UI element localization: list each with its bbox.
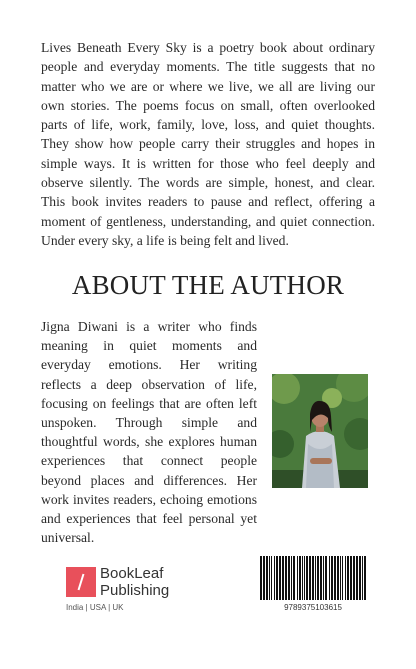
barcode-bar (320, 556, 322, 600)
barcode-bar (288, 556, 290, 600)
isbn-barcode (258, 556, 368, 600)
isbn-number: 9789375103615 (284, 603, 342, 612)
barcode-bar (282, 556, 284, 600)
barcode-bar (362, 556, 363, 600)
bookleaf-slash-icon (66, 567, 96, 597)
barcode-bar (266, 556, 268, 600)
barcode-bar (299, 556, 301, 600)
barcode-bar (302, 556, 303, 600)
barcode-bar (263, 556, 265, 600)
barcode-bar (279, 556, 281, 600)
barcode-bar (345, 556, 346, 600)
barcode-bar (337, 556, 339, 600)
author-bio: Jigna Diwani is a writer who finds meaning in quiet moments and everyday emotions. Her writing reflects a deep observation of life, focusing on feelings that are often left unspoken. Through simple and thoughtful words, she explores human experiences that connect people beyond places and differences. Her work invites readers, echoing emotions and experiences that feel personal yet universal. (41, 319, 257, 546)
barcode-bar (342, 556, 343, 600)
barcode-bar (304, 556, 305, 600)
book-description: Lives Beneath Every Sky is a poetry book about ordinary people and everyday moments. The title suggests that no matter who we are or where we live, we all are living our own stories. The poems focus on small, often overlooked parts of life, work, family, love, loss, and quiet thoughts. They show how people carry their struggles and hopes in simple ways. It is written for those who feel deeply and observe silently. The words are simple, honest, and clear. This book invites readers to pause and reflect, offering a moment of gentleness, understanding, and quiet connection. Under every sky, a life is being felt and lived. (41, 40, 375, 248)
barcode-bar (274, 556, 275, 600)
barcode-bar (340, 556, 341, 600)
barcode-bar (359, 556, 361, 600)
barcode-bar (353, 556, 355, 600)
barcode-bar (285, 556, 287, 600)
author-photo (272, 374, 368, 488)
barcode-bar (291, 556, 292, 600)
barcode-bar (309, 556, 311, 600)
barcode-bar (317, 556, 319, 600)
barcode-bar (331, 556, 333, 600)
barcode-bar (312, 556, 314, 600)
barcode-bar (293, 556, 295, 600)
about-author-heading: ABOUT THE AUTHOR (71, 270, 345, 300)
barcode-bar (350, 556, 352, 600)
barcode-bar (315, 556, 316, 600)
publisher-logo (66, 563, 169, 601)
barcode-bar (356, 556, 358, 600)
barcode-bar (329, 556, 330, 600)
publisher-name-line1: BookLeaf (100, 565, 164, 582)
barcode-bar (276, 556, 278, 600)
publisher-regions: India | USA | UK (66, 603, 124, 612)
barcode-bar (325, 556, 327, 600)
publisher-name-line2: Publishing (100, 582, 170, 599)
barcode-bar (297, 556, 298, 600)
barcode-bar (306, 556, 308, 600)
barcode-bar (364, 556, 366, 600)
barcode-bar (269, 556, 270, 600)
barcode-bar (260, 556, 262, 600)
barcode-bar (323, 556, 324, 600)
barcode-bar (334, 556, 336, 600)
barcode-bar (347, 556, 349, 600)
barcode-bar (271, 556, 272, 600)
